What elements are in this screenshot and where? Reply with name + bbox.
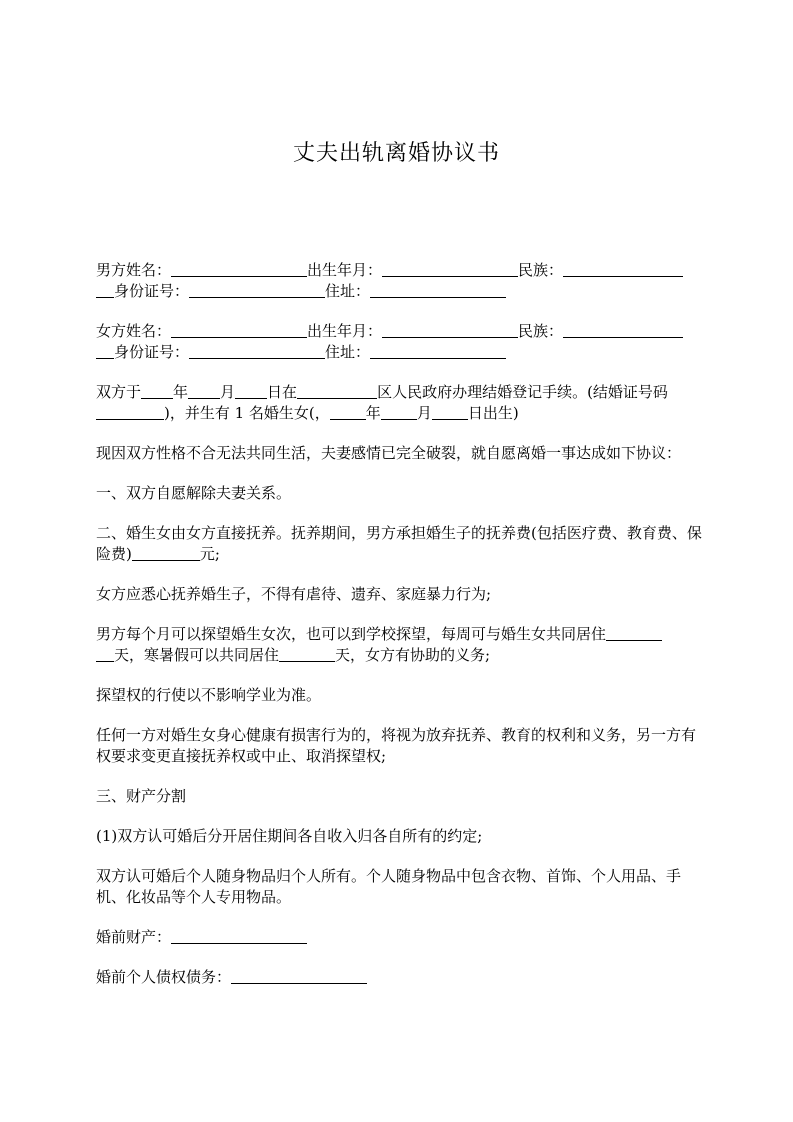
female-address-label: 住址：: [325, 343, 371, 361]
clause-1: 一、双方自愿解除夫妻关系。: [96, 484, 292, 502]
premarital-property-field[interactable]: [171, 928, 307, 944]
marriage-year-field[interactable]: [141, 383, 173, 399]
female-address-field[interactable]: [370, 343, 506, 359]
child-birth-day-field[interactable]: [432, 404, 468, 420]
male-address-field[interactable]: [370, 282, 506, 298]
premarital-debts-field[interactable]: [231, 968, 367, 984]
marriage-text-7: 年: [365, 404, 381, 422]
premarital-property-label: 婚前财产：: [96, 928, 172, 946]
marriage-text-6: )，并生有 1 名婚生女(，: [164, 404, 330, 422]
section-property: 三、财产分割: [96, 787, 187, 805]
premarital-debts: [96, 967, 708, 988]
weekly-days-field[interactable]: [606, 625, 662, 641]
clause-5: 探望权的行使以不影响学业为准。: [96, 686, 322, 704]
male-name-label: 男方姓名：: [96, 261, 172, 279]
female-id-field[interactable]: [189, 343, 325, 359]
document-body: [96, 260, 708, 1007]
marriage-district-field[interactable]: [297, 383, 377, 399]
female-ethnic-field[interactable]: [563, 322, 683, 338]
female-id-label: 身份证号：: [114, 343, 190, 361]
child-birth-month-field[interactable]: [381, 404, 417, 420]
clause-6: 任何一方对婚生女身心健康有损害行为的，将视为放弃抚养、教育的权利和义务，另一方有权要求变更直接抚养权或中止、取消探望权;: [96, 726, 697, 765]
clause-8: (1)双方认可婚后分开居住期间各自收入归各自所有的约定;: [96, 827, 483, 845]
premarital-debts-label: 婚前个人债权债务：: [96, 968, 232, 986]
female-birth-label: 出生年月：: [307, 322, 383, 340]
marriage-registration: [96, 382, 708, 424]
weekly-days-field-cont[interactable]: [96, 646, 114, 662]
marriage-day-field[interactable]: [235, 383, 267, 399]
clause-2-unit: 元;: [199, 545, 220, 563]
child-support-amount-field[interactable]: [132, 545, 200, 561]
female-birth-field[interactable]: [382, 322, 518, 338]
male-name-field[interactable]: [171, 261, 307, 277]
clause-4-text-c: 天，女方有协助的义务;: [335, 646, 491, 664]
clause-9: 双方认可婚后个人随身物品归个人所有。个人随身物品中包含衣物、首饰、个人用品、手机、化妆品等个人专用物品。: [96, 867, 682, 906]
clause-2-text: 二、婚生女由女方直接抚养。抚养期间，男方承担婚生子的抚养费(包括医疗费、教育费、保险费): [96, 524, 702, 563]
intro-paragraph: 现因双方性格不合无法共同生活，夫妻感情已完全破裂，就自愿离婚一事达成如下协议：: [96, 444, 682, 462]
male-ethnic-field-cont[interactable]: [96, 282, 114, 298]
marriage-text-5: 区人民政府办理结婚登记手续。(结婚证号码: [377, 383, 668, 401]
male-birth-field[interactable]: [382, 261, 518, 277]
male-id-label: 身份证号：: [114, 282, 190, 300]
male-info: [96, 260, 708, 302]
female-name-field[interactable]: [171, 322, 307, 338]
clause-2: [96, 523, 708, 565]
marriage-text-2: 年: [173, 383, 189, 401]
marriage-cert-field[interactable]: [96, 404, 164, 420]
marriage-text-8: 月: [416, 404, 432, 422]
marriage-month-field[interactable]: [188, 383, 220, 399]
female-ethnic-label: 民族：: [518, 322, 564, 340]
marriage-text-3: 月: [220, 383, 236, 401]
marriage-text-1: 双方于: [96, 383, 142, 401]
holiday-days-field[interactable]: [279, 646, 335, 662]
female-name-label: 女方姓名：: [96, 322, 172, 340]
clause-4-text-a: 男方每个月可以探望婚生女次，也可以到学校探望，每周可与婚生女共同居住: [96, 625, 607, 643]
document-title: 丈夫出轨离婚协议书: [292, 141, 500, 166]
male-address-label: 住址：: [325, 282, 371, 300]
male-ethnic-field[interactable]: [563, 261, 683, 277]
clause-3: 女方应悉心抚养婚生子，不得有虐待、遗弃、家庭暴力行为;: [96, 585, 492, 603]
marriage-text-4: 日在: [267, 383, 298, 401]
male-id-field[interactable]: [189, 282, 325, 298]
child-birth-year-field[interactable]: [330, 404, 366, 420]
female-info: [96, 321, 708, 363]
male-birth-label: 出生年月：: [307, 261, 383, 279]
marriage-text-9: 日出生): [467, 404, 519, 422]
male-ethnic-label: 民族：: [518, 261, 564, 279]
clause-4: [96, 624, 708, 666]
clause-4-text-b: 天，寒暑假可以共同居住: [114, 646, 280, 664]
female-ethnic-field-cont[interactable]: [96, 343, 114, 359]
premarital-property: [96, 927, 708, 948]
